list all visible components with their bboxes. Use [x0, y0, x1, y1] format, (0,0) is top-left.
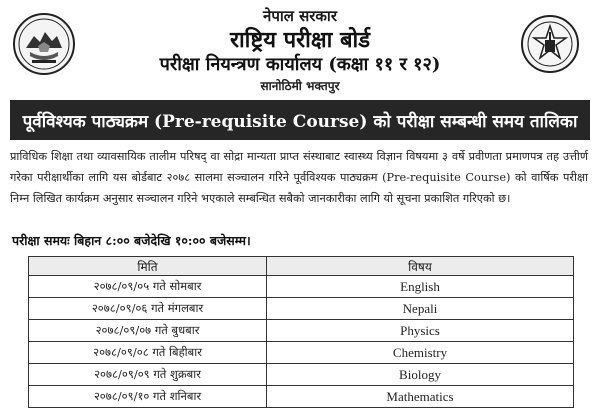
subject-cell: English — [267, 276, 574, 298]
date-cell: २०७८/०९/०९ गते शुक्रबार — [29, 364, 267, 386]
subject-cell: Mathematics — [267, 386, 574, 408]
government-heading: नेपाल सरकार — [263, 7, 337, 25]
date-cell: २०७८/०९/१० गते शनिबार — [29, 386, 267, 408]
table-header-row — [29, 257, 574, 276]
subject-cell: Biology — [267, 364, 574, 386]
table-row — [29, 386, 574, 408]
notice-title: पूर्वविश्यक पाठ्यक्रम (Pre-requisite Course) को परीक्षा सम्बन्धी समय तालिका — [22, 111, 578, 132]
date-cell: २०७८/०९/०५ गते सोमबार — [29, 276, 267, 298]
office-title: परीक्षा नियन्त्रण कार्यालय (कक्षा ११ र १२) — [159, 54, 441, 75]
date-cell: २०७८/०९/०७ गते बुधबार — [29, 320, 267, 342]
office-location: सानोठिमी भक्तपुर — [260, 79, 340, 93]
column-header-date: मिति — [29, 257, 267, 276]
date-cell: २०७८/०९/०८ गते बिहीबार — [29, 342, 267, 364]
table-row — [29, 320, 574, 342]
date-cell: २०७८/०९/०६ गते मंगलबार — [29, 298, 267, 320]
exam-schedule-table — [28, 256, 574, 408]
column-header-subject: विषय — [267, 257, 574, 276]
notice-paragraph: प्राविधिक शिक्षा तथा व्यावसायिक तालीम परिषद् वा सोद्रा मान्यता प्राप्त संस्थाबाट स्वास्थ्य विज्ञान विषयमा ३ वर्षे प्रवीणता प्रमाणपत्र तह उत्तीर्ण गरेका परीक्षार्थीका लागि यस बोर्डबाट २०७८ सालमा सञ्चालन गरिने पूर्वविश्यक पाठ्यक्रम (Pre-requisite Course) को वार्षिक परीक्षा निम्न लिखित कार्यक्रम अनुसार सञ्चालन गरिने भएकाले सम्बन्धित सबैको जानकारीका लागि यो सूचना प्रकाशित गरिएको छ। — [10, 150, 588, 205]
subject-cell: Physics — [267, 320, 574, 342]
subject-cell: Nepali — [267, 298, 574, 320]
table-row — [29, 276, 574, 298]
subject-cell: Chemistry — [267, 342, 574, 364]
table-row — [29, 298, 574, 320]
table-row — [29, 342, 574, 364]
table-row — [29, 364, 574, 386]
exam-time: परीक्षा समयः बिहान ८:०० बजेदेखि १०:०० बजेसम्म। — [12, 233, 251, 248]
board-title: राष्ट्रिय परीक्षा बोर्ड — [229, 27, 370, 53]
notice-title-banner — [10, 100, 590, 140]
